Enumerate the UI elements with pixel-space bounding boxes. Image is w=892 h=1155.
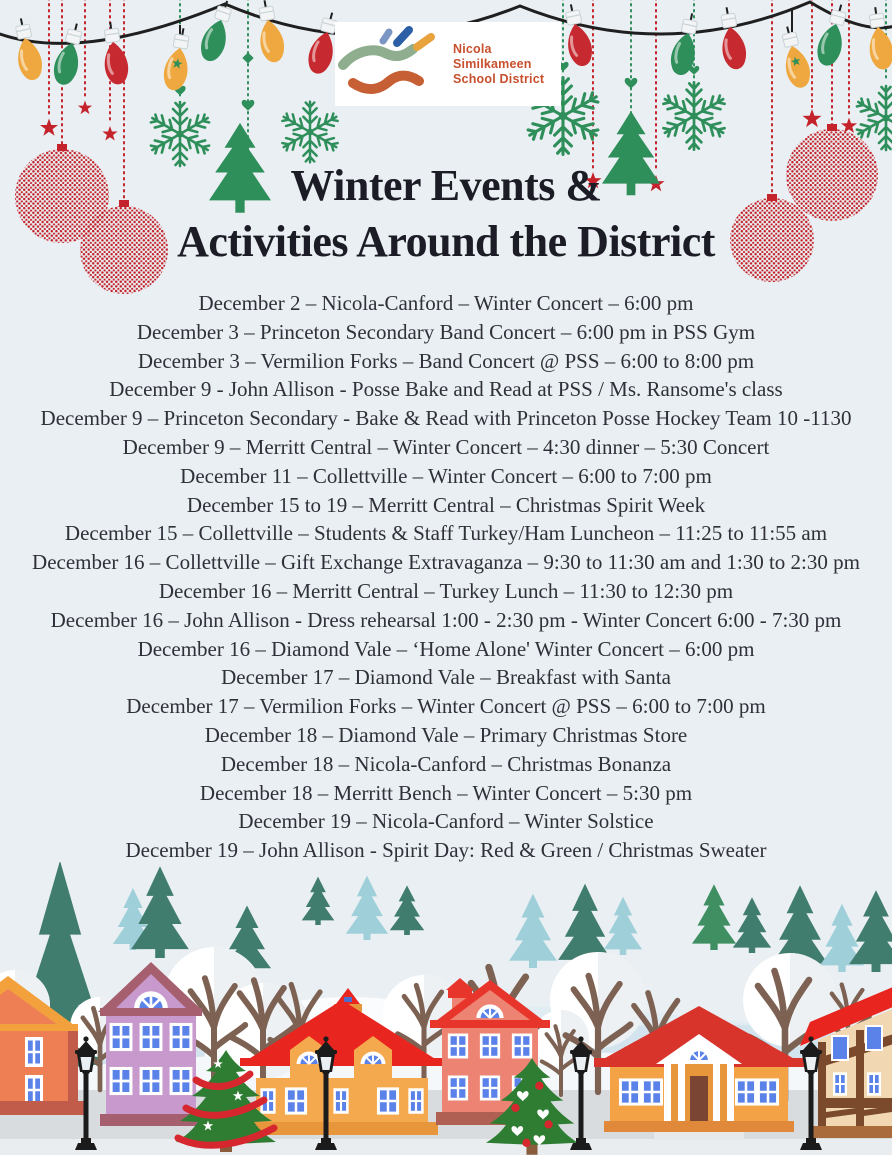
light-bulb-red bbox=[715, 5, 749, 71]
event-line: December 18 – Nicola-Canford – Christmas Bonanza bbox=[220, 751, 672, 776]
event-line: December 17 – Diamond Vale – Breakfast with Santa bbox=[221, 665, 671, 690]
light-bulb-green bbox=[814, 2, 853, 69]
light-bulb-green bbox=[197, 0, 238, 64]
event-line: December 18 – Merritt Bench – Winter Concert – 5:30 pm bbox=[199, 780, 693, 805]
event-line: December 19 – Nicola-Canford – Winter Solstice bbox=[238, 809, 654, 834]
event-line: December 9 – Princeton Secondary - Bake & Read with Princeton Posse Hockey Team 10 -1130 bbox=[40, 406, 852, 431]
event-line: December 16 – Merritt Central – Turkey Lunch – 11:30 to 12:30 pm bbox=[158, 578, 734, 603]
title-line-1: Winter Events & bbox=[290, 161, 602, 210]
event-line: December 17 – Vermilion Forks – Winter Concert @ PSS – 6:00 to 7:00 pm bbox=[126, 694, 766, 719]
event-line: December 16 – Collettville – Gift Exchange Extravaganza – 9:30 to 11:30 am and 1:30 to 2:30 pm bbox=[32, 550, 860, 575]
event-line: December 15 to 19 – Merritt Central – Christmas Spirit Week bbox=[186, 492, 706, 517]
light-bulb-orange bbox=[161, 26, 195, 92]
event-line: December 2 – Nicola-Canford – Winter Concert – 6:00 pm bbox=[198, 291, 694, 315]
event-line: December 19 – John Allison - Spirit Day: Red & Green / Christmas Sweater bbox=[125, 838, 767, 863]
events-list bbox=[0, 289, 892, 865]
village-scene bbox=[0, 862, 892, 1155]
title-line-2: Activities Around the District bbox=[177, 217, 715, 266]
poster-title bbox=[0, 158, 892, 270]
logo-text bbox=[453, 42, 544, 87]
event-line: December 15 – Collettville – Students & Staff Turkey/Ham Luncheon – 11:25 to 11:55 am bbox=[64, 521, 828, 546]
event-line: December 9 - John Allison - Posse Bake and Read at PSS / Ms. Ransome's class bbox=[109, 377, 783, 402]
logo-line-1: Nicola bbox=[453, 41, 492, 56]
logo-brushstrokes bbox=[335, 25, 453, 103]
event-line: December 16 – John Allison - Dress rehearsal 1:00 - 2:30 pm - Winter Concert 6:00 - 7:30 pm bbox=[50, 607, 842, 632]
light-bulb-red bbox=[99, 21, 131, 86]
event-line: December 3 – Princeton Secondary Band Concert – 6:00 pm in PSS Gym bbox=[136, 319, 756, 344]
logo-line-3: School District bbox=[453, 71, 545, 86]
light-bulb-orange bbox=[10, 16, 46, 82]
event-line: December 16 – Diamond Vale – ‘Home Alone' Winter Concert – 6:00 pm bbox=[137, 636, 755, 661]
ground-edge bbox=[0, 1139, 892, 1155]
event-line: December 18 – Diamond Vale – Primary Christmas Store bbox=[204, 722, 688, 747]
district-logo bbox=[335, 22, 561, 106]
event-line: December 3 – Vermilion Forks – Band Concert @ PSS – 6:00 to 8:00 pm bbox=[137, 348, 755, 373]
event-line: December 9 – Merritt Central – Winter Concert – 4:30 dinner – 5:30 Concert bbox=[122, 434, 770, 459]
light-bulb-red bbox=[560, 2, 596, 68]
light-bulb-orange bbox=[253, 0, 287, 64]
event-line: December 11 – Collettville – Winter Concert – 6:00 to 7:00 pm bbox=[180, 463, 712, 488]
light-bulb-orange bbox=[776, 24, 814, 90]
light-bulb-orange bbox=[864, 6, 892, 71]
logo-line-2: Similkameen bbox=[453, 56, 532, 71]
light-bulb-green bbox=[50, 21, 88, 87]
